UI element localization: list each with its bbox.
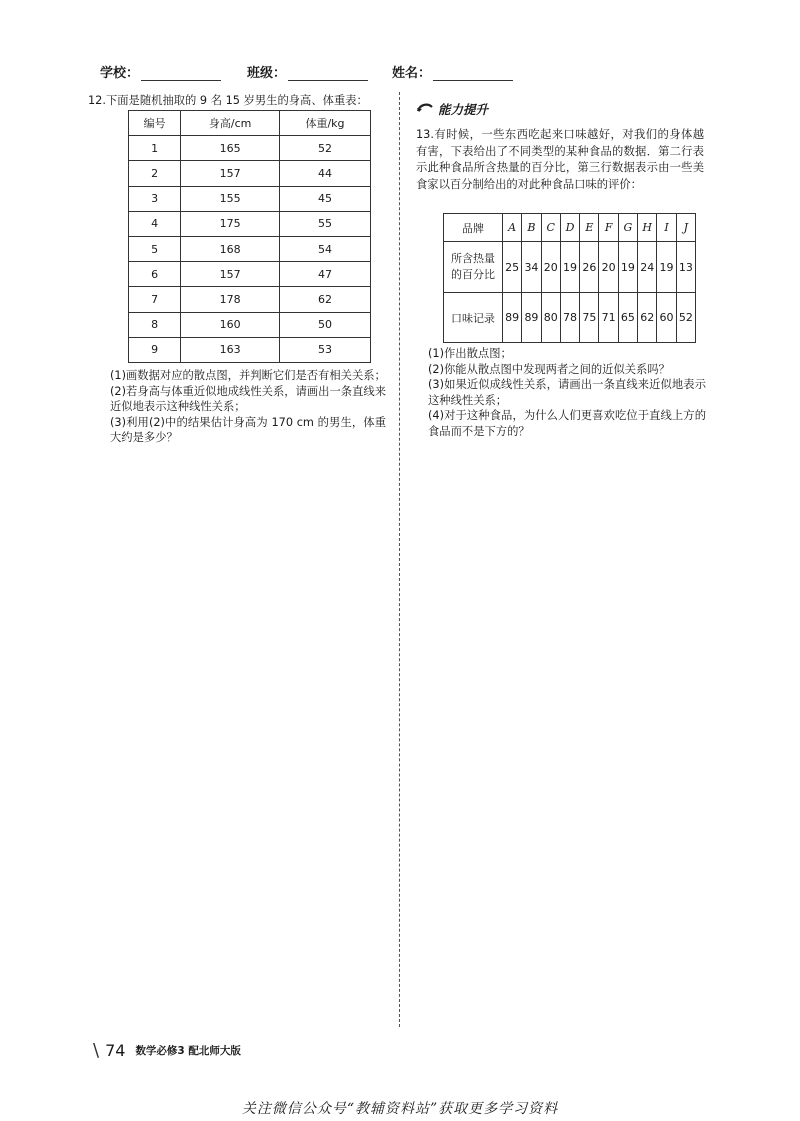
taste-row — [444, 293, 696, 343]
table-cell: 157 — [181, 262, 280, 287]
value-cell: 71 — [599, 293, 618, 343]
wechat-note: 关注微信公众号“教辅资料站”获取更多学习资料 — [241, 1101, 559, 1117]
value-cell: 19 — [657, 242, 676, 293]
table-cell: 178 — [181, 287, 280, 312]
value-cell: 24 — [638, 242, 657, 293]
q13-sub1: (1)作出散点图； — [428, 347, 512, 360]
table-cell: 53 — [280, 337, 371, 362]
table-cell: 3 — [129, 186, 181, 211]
q12-subquestions — [110, 368, 386, 446]
name-field — [392, 62, 513, 81]
row-label: 口味记录 — [444, 293, 503, 343]
value-cell: 19 — [618, 242, 637, 293]
page-number: 74 — [105, 1041, 126, 1060]
value-cell: 75 — [580, 293, 599, 343]
table-cell: 175 — [181, 211, 280, 236]
value-cell: 89 — [503, 293, 522, 343]
table-row — [129, 312, 371, 337]
table-row — [129, 161, 371, 186]
table-cell: 6 — [129, 262, 181, 287]
table-cell: 1 — [129, 136, 181, 161]
brand-cell: E — [580, 214, 599, 242]
class-blank[interactable] — [288, 66, 368, 81]
table-cell: 5 — [129, 236, 181, 261]
header-cell: 身高/cm — [181, 111, 280, 136]
q13-subquestions — [428, 346, 706, 440]
q13-sub3: (3)如果近似成线性关系，请画出一条直线来近似地表示这种线性关系； — [428, 378, 706, 407]
table-row — [129, 337, 371, 362]
q13-intro: 13.有时候，一些东西吃起来口味越好，对我们的身体越有害，下表给出了不同类型的某种食品的数据．第二行表示此种食品所含热量的百分比，第三行数据表示由一些美食家以百分制给出的对此种食品口味的评价： — [416, 128, 704, 191]
table-cell: 45 — [280, 186, 371, 211]
class-field — [247, 62, 368, 81]
table-cell: 50 — [280, 312, 371, 337]
book-title: 数学必修3 配北师大版 — [135, 1045, 241, 1057]
table-cell: 44 — [280, 161, 371, 186]
brand-cell: A — [503, 214, 522, 242]
q12-sub2: (2)若身高与体重近似地成线性关系，请画出一条直线来近似地表示这种线性关系； — [110, 384, 386, 414]
q12-intro: 12.下面是随机抽取的 9 名 15 岁男生的身高、体重表： — [88, 94, 368, 107]
table-row — [129, 236, 371, 261]
value-cell: 52 — [676, 293, 695, 343]
table-row — [129, 186, 371, 211]
table-cell: 160 — [181, 312, 280, 337]
brand-cell: D — [560, 214, 579, 242]
calorie-row — [444, 242, 696, 293]
table-cell: 157 — [181, 161, 280, 186]
brand-row — [444, 214, 696, 242]
table-row — [129, 262, 371, 287]
brand-cell: C — [541, 214, 560, 242]
question-13 — [416, 127, 704, 193]
q13-food-table — [443, 213, 696, 343]
brand-cell: F — [599, 214, 618, 242]
value-cell: 62 — [638, 293, 657, 343]
school-blank[interactable] — [141, 66, 221, 81]
brand-cell: I — [657, 214, 676, 242]
brand-cell: G — [618, 214, 637, 242]
row-label: 品牌 — [444, 214, 503, 242]
value-cell: 13 — [676, 242, 695, 293]
value-cell: 34 — [522, 242, 541, 293]
section-title-text: 能力提升 — [438, 102, 489, 117]
class-label: 班级： — [247, 66, 287, 81]
table-cell: 62 — [280, 287, 371, 312]
value-cell: 20 — [599, 242, 618, 293]
table-cell: 55 — [280, 211, 371, 236]
table-cell: 9 — [129, 337, 181, 362]
curved-arrow-icon — [416, 102, 434, 117]
table-cell: 54 — [280, 236, 371, 261]
table-row — [129, 211, 371, 236]
brand-cell: B — [522, 214, 541, 242]
slash-decoration-icon: \ — [93, 1040, 100, 1061]
brand-cell: H — [638, 214, 657, 242]
q13-sub4: (4)对于这种食品，为什么人们更喜欢吃位于直线上方的食品而不是下方的？ — [428, 409, 706, 438]
value-cell: 20 — [541, 242, 560, 293]
table-cell: 52 — [280, 136, 371, 161]
brand-cell: J — [676, 214, 695, 242]
column-divider — [399, 92, 400, 1027]
table-cell: 8 — [129, 312, 181, 337]
table-header-row — [129, 111, 371, 136]
q13-sub2: (2)你能从散点图中发现两者之间的近似关系吗？ — [428, 362, 670, 376]
question-12 — [88, 93, 380, 110]
value-cell: 26 — [580, 242, 599, 293]
table-cell: 155 — [181, 186, 280, 211]
table-cell: 163 — [181, 337, 280, 362]
school-field — [100, 62, 221, 81]
value-cell: 78 — [560, 293, 579, 343]
value-cell: 89 — [522, 293, 541, 343]
value-cell: 60 — [657, 293, 676, 343]
q12-height-weight-table — [128, 110, 371, 363]
table-cell: 7 — [129, 287, 181, 312]
table-cell: 47 — [280, 262, 371, 287]
table-cell: 165 — [181, 136, 280, 161]
name-blank[interactable] — [433, 66, 513, 81]
page-footer — [93, 1040, 241, 1061]
header-cell: 体重/kg — [280, 111, 371, 136]
q12-sub3: (3)利用(2)中的结果估计身高为 170 cm 的男生，体重大约是多少？ — [110, 415, 386, 445]
student-info-header — [0, 62, 800, 84]
table-row — [129, 136, 371, 161]
row-label: 所含热量的百分比 — [444, 242, 503, 293]
value-cell: 80 — [541, 293, 560, 343]
q12-sub1: (1)画数据对应的散点图，并判断它们是否有相关关系； — [110, 369, 386, 382]
table-row — [129, 287, 371, 312]
section-title — [416, 100, 706, 118]
value-cell: 65 — [618, 293, 637, 343]
header-cell: 编号 — [129, 111, 181, 136]
value-cell: 25 — [503, 242, 522, 293]
ability-section — [416, 100, 706, 124]
table-cell: 168 — [181, 236, 280, 261]
table-cell: 4 — [129, 211, 181, 236]
name-label: 姓名： — [392, 66, 432, 81]
value-cell: 19 — [560, 242, 579, 293]
table-cell: 2 — [129, 161, 181, 186]
school-label: 学校： — [100, 66, 140, 81]
